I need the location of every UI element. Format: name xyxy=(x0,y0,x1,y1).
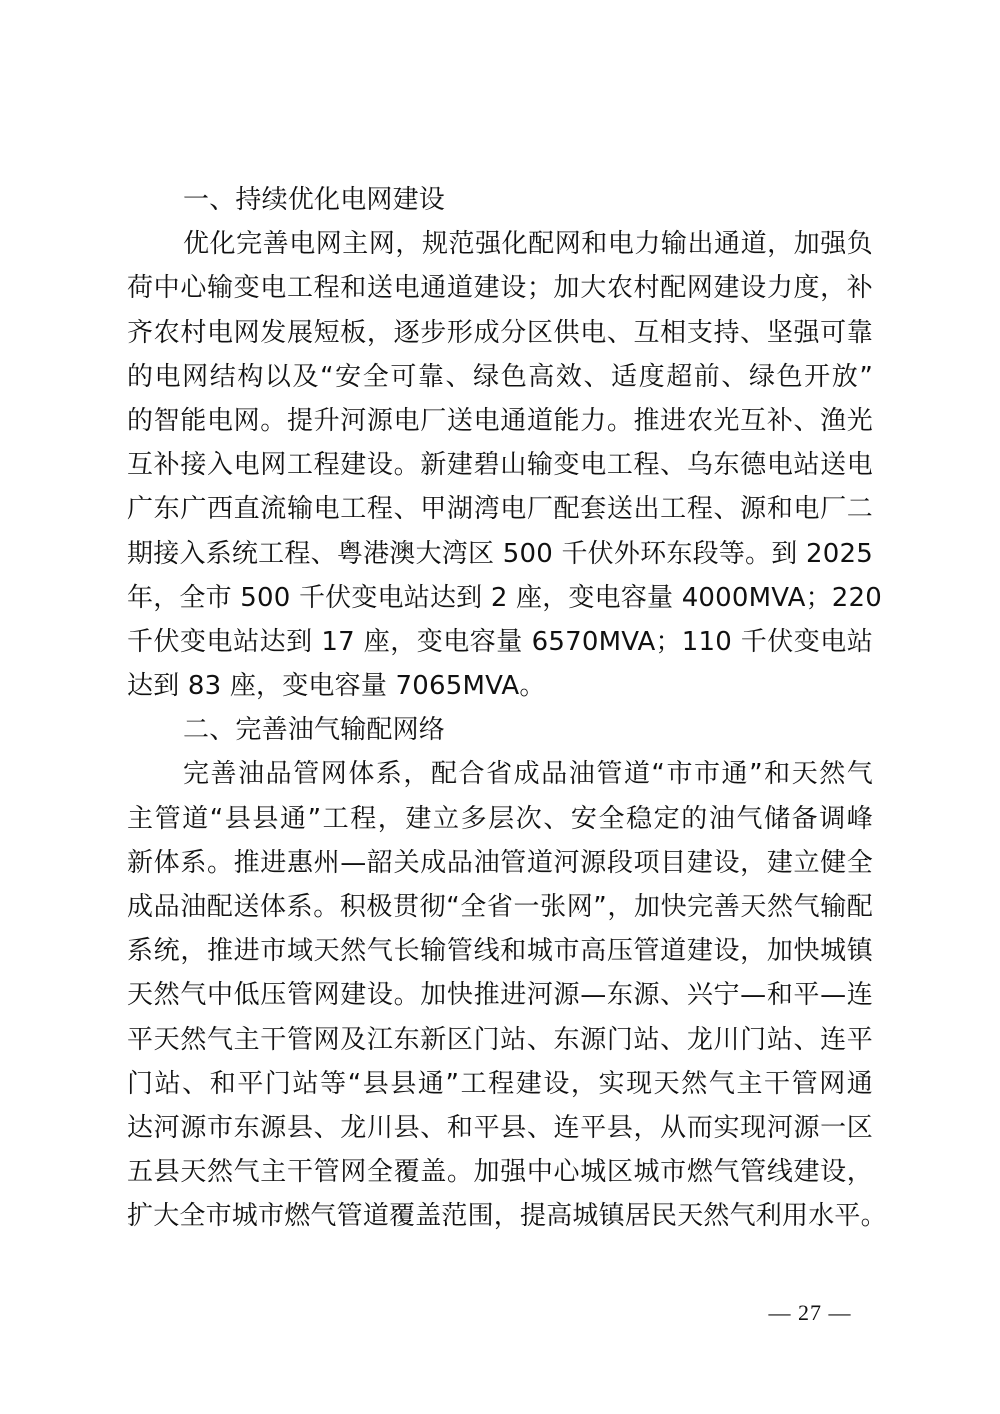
paragraph-line: 的智能电网。提升河源电厂送电通道能力。推进农光互补、渔光 xyxy=(127,405,873,436)
document-body xyxy=(127,178,887,1239)
paragraph-line: 齐农村电网发展短板，逐步形成分区供电、互相支持、坚强可靠 xyxy=(127,317,873,348)
paragraph-line: 的电网结构以及“安全可靠、绿色高效、适度超前、绿色开放” xyxy=(127,361,873,392)
paragraph-line: 达河源市东源县、龙川县、和平县、连平县，从而实现河源一区 xyxy=(127,1112,873,1143)
paragraph-line: 优化完善电网主网，规范强化配网和电力输出通道，加强负 xyxy=(183,229,873,260)
paragraph-line: 完善油品管网体系，配合省成品油管道“市市通”和天然气 xyxy=(183,759,873,790)
paragraph-line: 互补接入电网工程建设。新建碧山输变电工程、乌东德电站送电 xyxy=(127,450,873,481)
paragraph-line: 年，全市 500 千伏变电站达到 2 座，变电容量 4000MVA；220 xyxy=(127,582,883,613)
section-heading: 二、完善油气输配网络 xyxy=(183,715,446,746)
paragraph-line: 千伏变电站达到 17 座，变电容量 6570MVA；110 千伏变电站 xyxy=(127,626,873,657)
paragraph-line: 新体系。推进惠州—韶关成品油管道河源段项目建设，建立健全 xyxy=(127,847,873,878)
paragraph-line: 天然气中低压管网建设。加快推进河源—东源、兴宁—和平—连 xyxy=(127,980,873,1011)
section-heading: 一、持续优化电网建设 xyxy=(183,185,446,215)
paragraph-line: 主管道“县县通”工程，建立多层次、安全稳定的油气储备调峰 xyxy=(127,803,873,834)
paragraph-line: 系统，推进市域天然气长输管线和城市高压管道建设，加快城镇 xyxy=(127,936,873,967)
paragraph-line: 广东广西直流输电工程、甲湖湾电厂配套送出工程、源和电厂二 xyxy=(127,494,873,525)
paragraph-line: 扩大全市城市燃气管道覆盖范围，提高城镇居民天然气利用水平。 xyxy=(127,1201,887,1232)
page-number: — 27 — xyxy=(768,1300,852,1325)
paragraph-line: 五县天然气主干管网全覆盖。加强中心城区城市燃气管线建设， xyxy=(127,1157,873,1188)
paragraph-line: 期接入系统工程、粤港澳大湾区 500 千伏外环东段等。到 2025 xyxy=(127,538,873,569)
paragraph-line: 荷中心输变电工程和送电通道建设；加大农村配网建设力度，补 xyxy=(127,273,873,304)
paragraph-line: 成品油配送体系。积极贯彻“全省一张网”，加快完善天然气输配 xyxy=(127,892,873,922)
paragraph-line: 达到 83 座，变电容量 7065MVA。 xyxy=(127,671,546,702)
paragraph-line: 门站、和平门站等“县县通”工程建设，实现天然气主干管网通 xyxy=(127,1068,873,1099)
paragraph-line: 平天然气主干管网及江东新区门站、东源门站、龙川门站、连平 xyxy=(127,1024,873,1055)
